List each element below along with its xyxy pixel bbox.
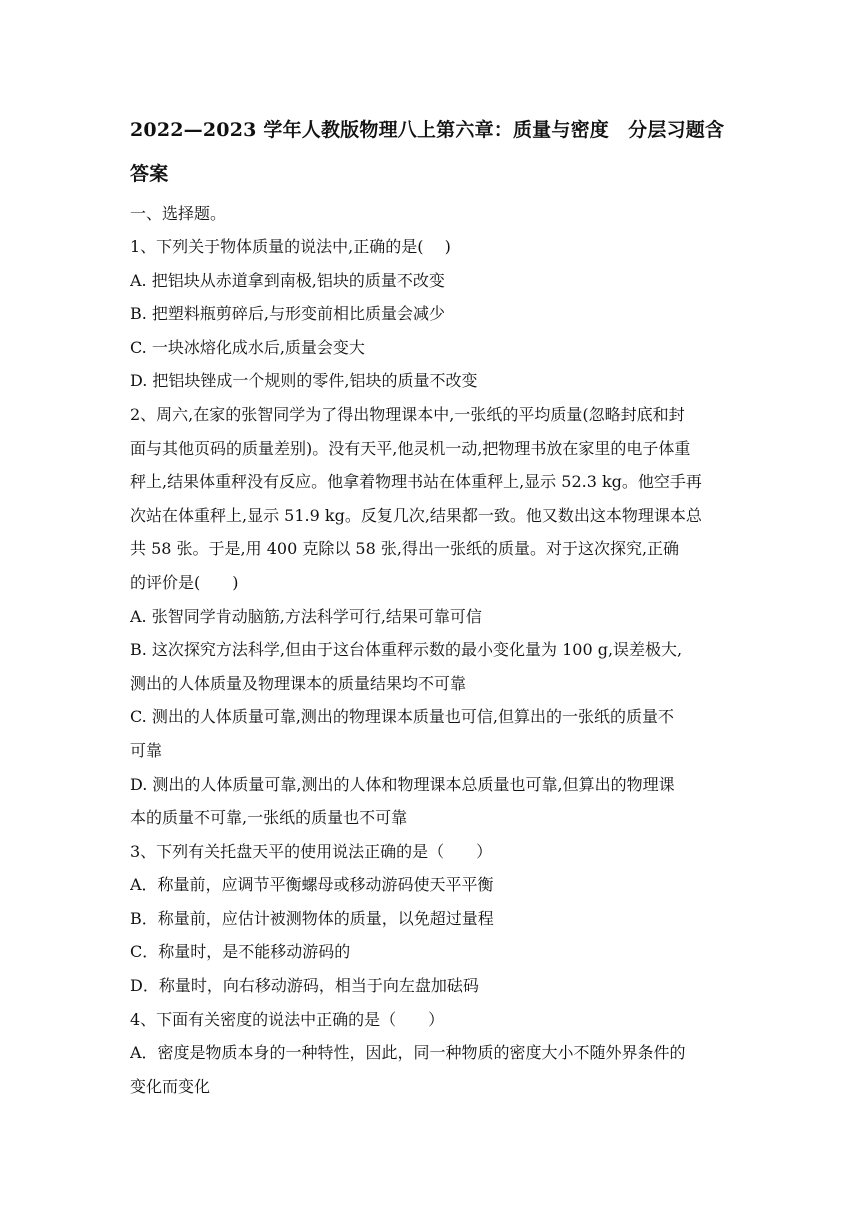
question-2 bbox=[130, 398, 734, 835]
question-stem-line: 秤上,结果体重秤没有反应。他拿着物理书站在体重秤上,显示 52.3 kg。他空手再 bbox=[130, 472, 702, 492]
option-c: C. 测出的人体质量可靠,测出的物理课本质量也可信,但算出的一张纸的质量不 bbox=[130, 707, 675, 727]
option-d: D．称量时，向右移动游码，相当于向左盘加砝码 bbox=[130, 976, 479, 996]
option-b: B. 把塑料瓶剪碎后,与形变前相比质量会减少 bbox=[130, 304, 446, 324]
title-line-1: 2022—2023 学年人教版物理八上第六章：质量与密度 分层习题含 bbox=[130, 119, 725, 141]
question-1 bbox=[130, 230, 734, 398]
question-4 bbox=[130, 1003, 734, 1104]
option-c-continued: 可靠 bbox=[130, 740, 163, 760]
question-3 bbox=[130, 835, 734, 1003]
document-title bbox=[130, 108, 734, 196]
option-b: B. 这次探究方法科学,但由于这台体重秤示数的最小变化量为 100 g,误差极大, bbox=[130, 640, 683, 660]
option-a: A．称量前，应调节平衡螺母或移动游码使天平平衡 bbox=[130, 875, 494, 895]
option-a: A．密度是物质本身的一种特性，因此，同一种物质的密度大小不随外界条件的 bbox=[130, 1043, 686, 1063]
question-stem-line: 1、下列关于物体质量的说法中,正确的是( ) bbox=[130, 237, 451, 256]
question-stem-line: 的评价是( ) bbox=[130, 572, 239, 592]
question-stem-line: 3、下列有关托盘天平的使用说法正确的是（ ） bbox=[130, 841, 493, 861]
question-stem-line: 4、下面有关密度的说法中正确的是（ ） bbox=[130, 1009, 445, 1029]
document-page bbox=[130, 108, 734, 1103]
option-b-continued: 测出的人体质量及物理课本的质量结果均不可靠 bbox=[130, 673, 467, 693]
question-stem-line: 次站在体重秤上,显示 51.9 kg。反复几次,结果都一致。他又数出这本物理课本总 bbox=[130, 505, 702, 525]
question-stem-line: 面与其他页码的质量差别)。没有天平,他灵机一动,把物理书放在家里的电子体重 bbox=[130, 438, 691, 458]
option-a: A. 把铝块从赤道拿到南极,铝块的质量不改变 bbox=[130, 270, 445, 290]
title-line-2: 答案 bbox=[130, 163, 169, 185]
option-d: D. 测出的人体质量可靠,测出的人体和物理课本总质量也可靠,但算出的物理课 bbox=[130, 774, 675, 794]
option-c: C. 一块冰熔化成水后,质量会变大 bbox=[130, 337, 365, 357]
option-c: C．称量时，是不能移动游码的 bbox=[130, 942, 351, 962]
question-stem-line: 共 58 张。于是,用 400 克除以 58 张,得出一张纸的质量。对于这次探究,正确 bbox=[130, 539, 680, 559]
option-a-continued: 变化而变化 bbox=[130, 1076, 211, 1096]
option-d-continued: 本的质量不可靠,一张纸的质量也不可靠 bbox=[130, 808, 408, 828]
option-b: B．称量前，应估计被测物体的质量，以免超过量程 bbox=[130, 908, 494, 928]
section-heading: 一、选择题。 bbox=[130, 204, 227, 223]
question-stem-line: 2、周六,在家的张智同学为了得出物理课本中,一张纸的平均质量(忽略封底和封 bbox=[130, 404, 685, 424]
option-d: D. 把铝块锉成一个规则的零件,铝块的质量不改变 bbox=[130, 371, 478, 391]
option-a: A. 张智同学肯动脑筋,方法科学可行,结果可靠可信 bbox=[130, 606, 482, 626]
